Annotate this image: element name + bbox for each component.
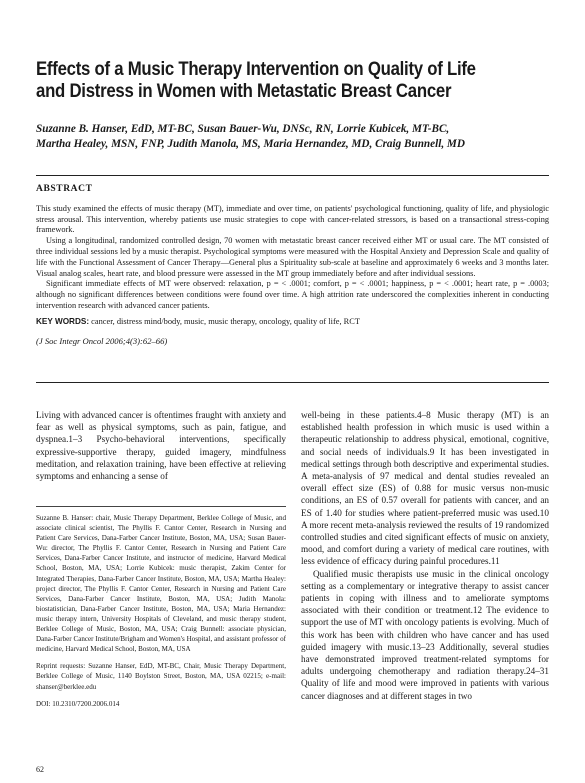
article-title-line-1: Effects of a Music Therapy Intervention on Quality of Life (36, 58, 476, 80)
abstract-paragraph-2: Using a longitudinal, randomized controlled design, 70 women with metastatic breast cancer received either MT or usual care. The MT consisted of three individual sessions led by a music therapist. Psychological symptoms were measured with the Hospital Anxiety and Depression Scale and quality of life with the Functional Assessment of Cancer Therapy—General plus a Spirituality sub-scale at baseline and approximately 6 weeks and 3 months later. Visual analog scales, heart rate, and blood pressure were assessed in the MT group immediately before and after individual sessions. (36, 236, 549, 278)
reprint-requests: Reprint requests: Suzanne Hanser, EdD, MT-BC, Chair, Music Therapy Department, Berklee College of Music, 1140 Boylston Street, Boston, MA, USA 02215; e-mail: shanser@berklee.edu (36, 662, 286, 691)
body-paragraph-qualified-therapists: Qualified music therapists use music in the clinical oncology setting as a complementary or integrative therapy to assist cancer patients in coping with illness and to ameliorate symptoms associated with their condition or treatment.12 The evidence to support the use of MT with oncology patients is evolving. Much of this work has been with children who have cancer and has used guided imagery with music.13–23 Additionally, several studies have demonstrated improved treatment-related symptoms for adults undergoing chemotherapy and radiation therapy.24–31 Quality of life and mood were improved in patients with various cancer diagnoses and at different stages in two (301, 568, 549, 701)
author-line-1: Suzanne B. Hanser, EdD, MT-BC, Susan Bauer-Wu, DNSc, RN, Lorrie Kubicek, MT-BC, (36, 123, 450, 135)
abstract-paragraph-3: Significant immediate effects of MT were observed: relaxation, p = < .0001; comfort, p = < .0001; happiness, p = < .0001; heart rate, p = .0003; although no significant differences between conditions were found over time. A high attrition rate underscored the complexities inherent in conducting intervention research with advanced cancer patients. (36, 279, 549, 310)
author-affiliations (36, 506, 286, 709)
keywords-text: cancer, distress mind/body, music, music therapy, oncology, quality of life, RCT (89, 316, 360, 326)
article-title (36, 58, 483, 102)
body-column-right (301, 409, 549, 702)
article-title-line-2: and Distress in Women with Metastatic Breast Cancer (36, 80, 452, 102)
keywords-line (36, 317, 549, 328)
abstract-bottom-rule (36, 382, 549, 383)
doi-line: DOI: 10.2310/7200.2006.014 (36, 699, 120, 708)
body-paragraph-music-therapy: well-being in these patients.4–8 Music therapy (MT) is an established health profession in which music is used within a therapeutic relationship to address physical, emotional, cognitive, and social needs of individuals.9 It has been investigated in medical settings through both descriptive and experimental studies. A meta-analysis of 97 medical and dental studies revealed an overall effect size (ES) of 0.88 for music versus non-music conditions, an ES of 0.57 overall for patients with cancer, and an ES of 1.40 for studies where patient-preferred music was used.10 A more recent meta-analysis reviewed the results of 19 randomized controlled studies and cited significant effects of music on anxiety, mood, and comfort during a variety of medical care routines, with less evidence of efficacy during painful procedures.11 (301, 410, 549, 567)
page-number: 62 (36, 765, 44, 774)
abstract-top-rule (36, 175, 549, 176)
abstract-section (36, 184, 549, 346)
author-list (36, 122, 576, 152)
affiliations-text: Suzanne B. Hanser: chair, Music Therapy Department, Berklee College of Music, and associate clinical scientist, The Phyllis F. Cantor Center, Research in Nursing and Patient Care Services, Dana-Farber Cancer Institute, Boston, MA, USA; Susan Bauer-Wu: director, The Phyllis F. Cantor Center, Research in Nursing and Patient Care Services, Dana-Farber Cancer Institute, and instructor of medicine, Harvard Medical School, Boston, MA, USA; Lorrie Kubicek: music therapist, Zakim Center for Integrated Therapies, Dana-Farber Cancer Institute, Boston, MA, USA; Martha Healey: project director, The Phyllis F. Cantor Center, Research in Nursing and Patient Care Services, Dana-Farber Cancer Institute, Boston, MA, USA; Judith Manola: biostatistician, Dana-Farber Cancer Institute, Boston, MA, USA; Maria Hernandez: music therapy intern, University Hospitals of Cleveland, and music therapy student, Berklee College of Music, Boston, MA, USA; Craig Bunnell: associate physician, Dana-Farber Cancer Institute/Brigham and Women's Hospital, and assistant professor of medicine, Harvard Medical School, Boston, MA, USA (36, 514, 286, 654)
abstract-heading: ABSTRACT (36, 184, 93, 194)
keywords-label: KEY WORDS: (36, 316, 90, 326)
body-paragraph-intro: Living with advanced cancer is oftentimes fraught with anxiety and fear as well as physical symptoms, such as pain, fatigue, and dyspnea.1–3 Psycho-behavioral interventions, specifically expressive-supportive therapy, guided imagery, mindfulness meditation, and relaxation training, have been effective at relieving symptoms and enhancing a sense of (36, 410, 286, 482)
abstract-paragraph-1: This study examined the effects of music therapy (MT), immediate and over time, on patients' psychological functioning, quality of life, and physiologic stress arousal. This intervention, whereby patients use music strategies to cope with cancer-related stressors, is based on a transactional stress-coping framework. (36, 203, 549, 235)
body-column-left (36, 409, 286, 482)
author-line-2: Martha Healey, MSN, FNP, Judith Manola, MS, Maria Hernandez, MD, Craig Bunnell, MD (36, 138, 465, 150)
journal-citation: (J Soc Integr Oncol 2006;4(3):62–66) (36, 335, 168, 346)
